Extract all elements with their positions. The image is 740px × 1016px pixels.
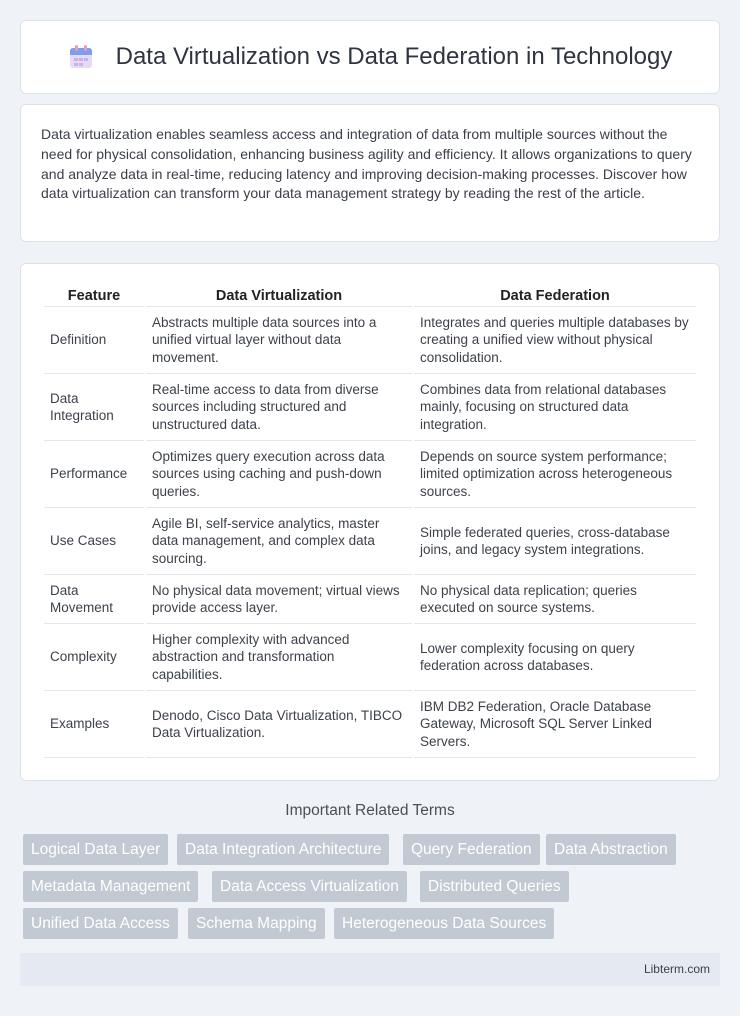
feature-cell: Data Movement — [44, 575, 144, 624]
related-term-tag[interactable]: Logical Data Layer — [23, 834, 168, 865]
intro-text: Data virtualization enables seamless access and integration of data from multiple sources without the need for physical consolidation, enhancing business agility and efficiency. It allows organizations to query and analyze data in real-time, reducing latency and improving decision-making processes. Discover how data virtualization can transform your data management strategy by reading the rest of the article. — [41, 126, 692, 202]
table-row — [44, 374, 696, 441]
table-header-row — [44, 284, 696, 307]
feature-cell: Complexity — [44, 624, 144, 691]
related-term-tag[interactable]: Unified Data Access — [23, 908, 178, 939]
virtualization-cell: No physical data movement; virtual views provide access layer. — [146, 575, 412, 624]
table-row — [44, 691, 696, 758]
virtualization-cell: Agile BI, self-service analytics, master data management, and complex data sourcing. — [146, 508, 412, 575]
virtualization-cell: Optimizes query execution across data sources using caching and push-down queries. — [146, 441, 412, 508]
intro-card — [20, 104, 720, 242]
table-row — [44, 624, 696, 691]
column-header-data-virtualization: Data Virtualization — [146, 284, 412, 307]
federation-cell: Simple federated queries, cross-database joins, and legacy system integrations. — [414, 508, 696, 575]
feature-cell: Use Cases — [44, 508, 144, 575]
virtualization-cell: Real-time access to data from diverse sources including structured and unstructured data. — [146, 374, 412, 441]
table-row — [44, 441, 696, 508]
column-header-feature: Feature — [44, 284, 144, 307]
related-term-tag[interactable]: Metadata Management — [23, 871, 198, 902]
federation-cell: Lower complexity focusing on query federation across databases. — [414, 624, 696, 691]
feature-cell: Examples — [44, 691, 144, 758]
related-term-tag[interactable]: Distributed Queries — [420, 871, 569, 902]
column-header-data-federation: Data Federation — [414, 284, 696, 307]
page-title: Data Virtualization vs Data Federation in Technology — [115, 43, 673, 70]
federation-cell: Combines data from relational databases mainly, focusing on structured data integration. — [414, 374, 696, 441]
related-terms-title: Important Related Terms — [285, 802, 455, 819]
related-term-tag[interactable]: Schema Mapping — [188, 908, 325, 939]
related-term-tag[interactable]: Data Access Virtualization — [212, 871, 407, 902]
table-row — [44, 575, 696, 624]
virtualization-cell: Denodo, Cisco Data Virtualization, TIBCO Data Virtualization. — [146, 691, 412, 758]
related-term-tag[interactable]: Query Federation — [403, 834, 540, 865]
footer — [20, 953, 720, 986]
virtualization-cell: Abstracts multiple data sources into a unified virtual layer without data movement. — [146, 307, 412, 374]
footer-site-link[interactable]: Libterm.com — [643, 962, 710, 976]
comparison-table-card — [20, 263, 720, 781]
federation-cell: Integrates and queries multiple databases by creating a unified view without physical consolidation. — [414, 307, 696, 374]
comparison-table — [42, 284, 698, 758]
feature-cell: Performance — [44, 441, 144, 508]
feature-cell: Data Integration — [44, 374, 144, 441]
related-term-tag[interactable]: Data Abstraction — [546, 834, 676, 865]
table-row — [44, 307, 696, 374]
table-row — [44, 508, 696, 575]
feature-cell: Definition — [44, 307, 144, 374]
federation-cell: No physical data replication; queries executed on source systems. — [414, 575, 696, 624]
virtualization-cell: Higher complexity with advanced abstraction and transformation capabilities. — [146, 624, 412, 691]
related-term-tag[interactable]: Data Integration Architecture — [177, 834, 389, 865]
federation-cell: IBM DB2 Federation, Oracle Database Gateway, Microsoft SQL Server Linked Servers. — [414, 691, 696, 758]
calendar-icon — [68, 44, 94, 70]
federation-cell: Depends on source system performance; limited optimization across heterogeneous sources. — [414, 441, 696, 508]
header-card — [20, 20, 720, 94]
related-term-tag[interactable]: Heterogeneous Data Sources — [334, 908, 554, 939]
